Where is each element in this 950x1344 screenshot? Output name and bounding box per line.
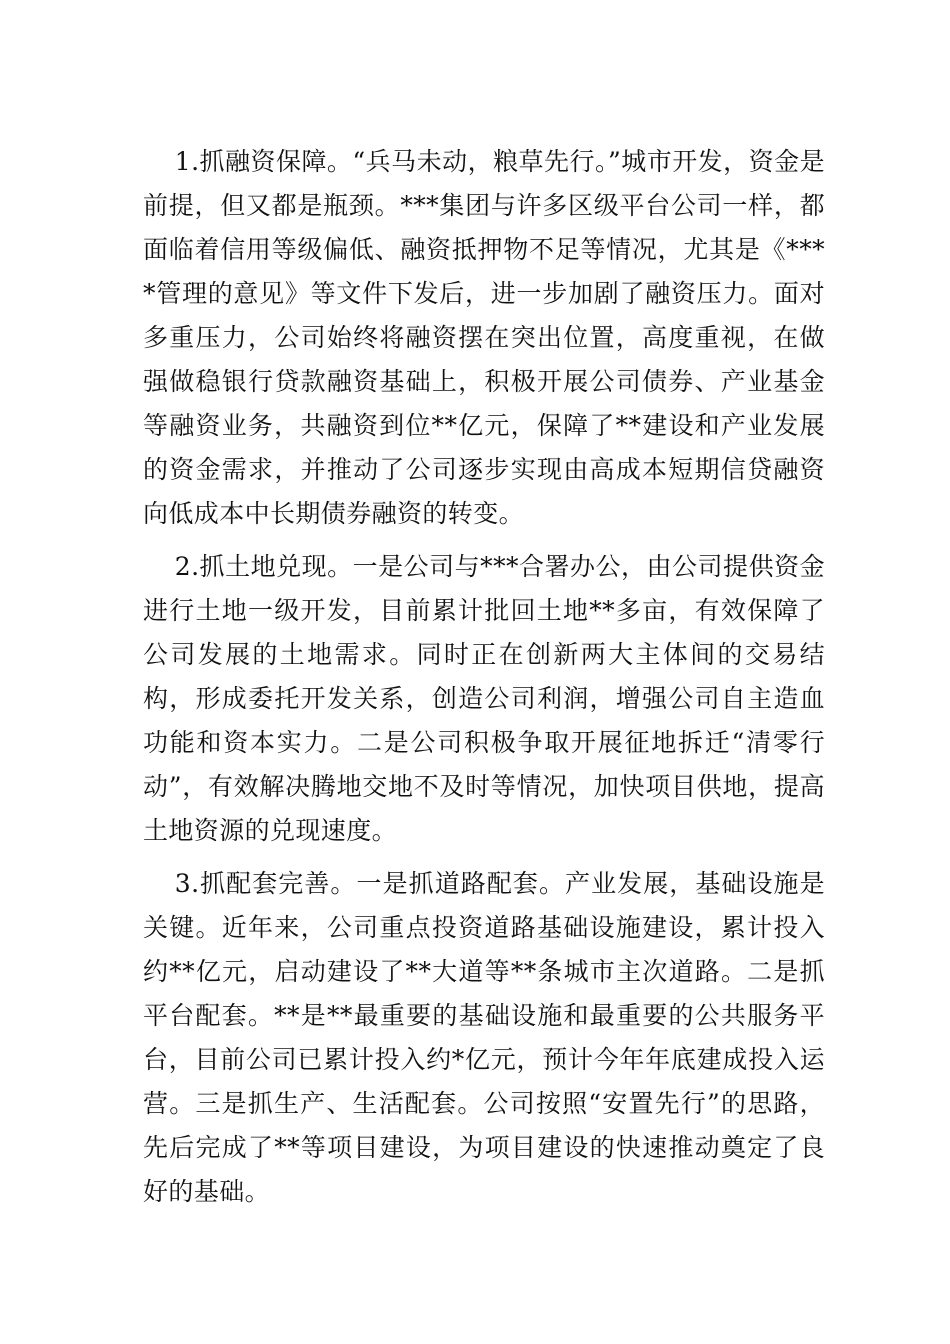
paragraph-land: 2.抓土地兑现。一是公司与***合署办公，由公司提供资金进行土地一级开发，目前累计批回土地**多亩，有效保障了公司发展的土地需求。同时正在创新两大主体间的交易结构，形成委托开发关系，创造公司利润，增强公司自主造血功能和资本实力。二是公司积极争取开展征地拆迁“清零行动”，有效解决腾地交地不及时等情况，加快项目供地，提高土地资源的兑现速度。 xyxy=(143,552,825,845)
paragraph-supporting-facilities: 3.抓配套完善。一是抓道路配套。产业发展，基础设施是关键。近年来，公司重点投资道路基础设施建设，累计投入约**亿元，启动建设了**大道等**条城市主次道路。二是抓平台配套。**是**最重要的基础设施和最重要的公共服务平台，目前公司已累计投入约*亿元，预计今年年底建成投入运营。三是抓生产、生活配套。公司按照“安置先行”的思路，先后完成了**等项目建设，为项目建设的快速推动奠定了良好的基础。 xyxy=(143,869,825,1206)
paragraph-financing: 1.抓融资保障。“兵马未动，粮草先行。”城市开发，资金是前提，但又都是瓶颈。***集团与许多区级平台公司一样，都面临着信用等级偏低、融资抵押物不足等情况，尤其是《****管理的意见》等文件下发后，进一步加剧了融资压力。面对多重压力，公司始终将融资摆在突出位置，高度重视，在做强做稳银行贷款融资基础上，积极开展公司债券、产业基金等融资业务，共融资到位**亿元，保障了**建设和产业发展的资金需求，并推动了公司逐步实现由高成本短期信贷融资向低成本中长期债券融资的转变。 xyxy=(143,147,825,528)
document-body xyxy=(143,140,825,1223)
